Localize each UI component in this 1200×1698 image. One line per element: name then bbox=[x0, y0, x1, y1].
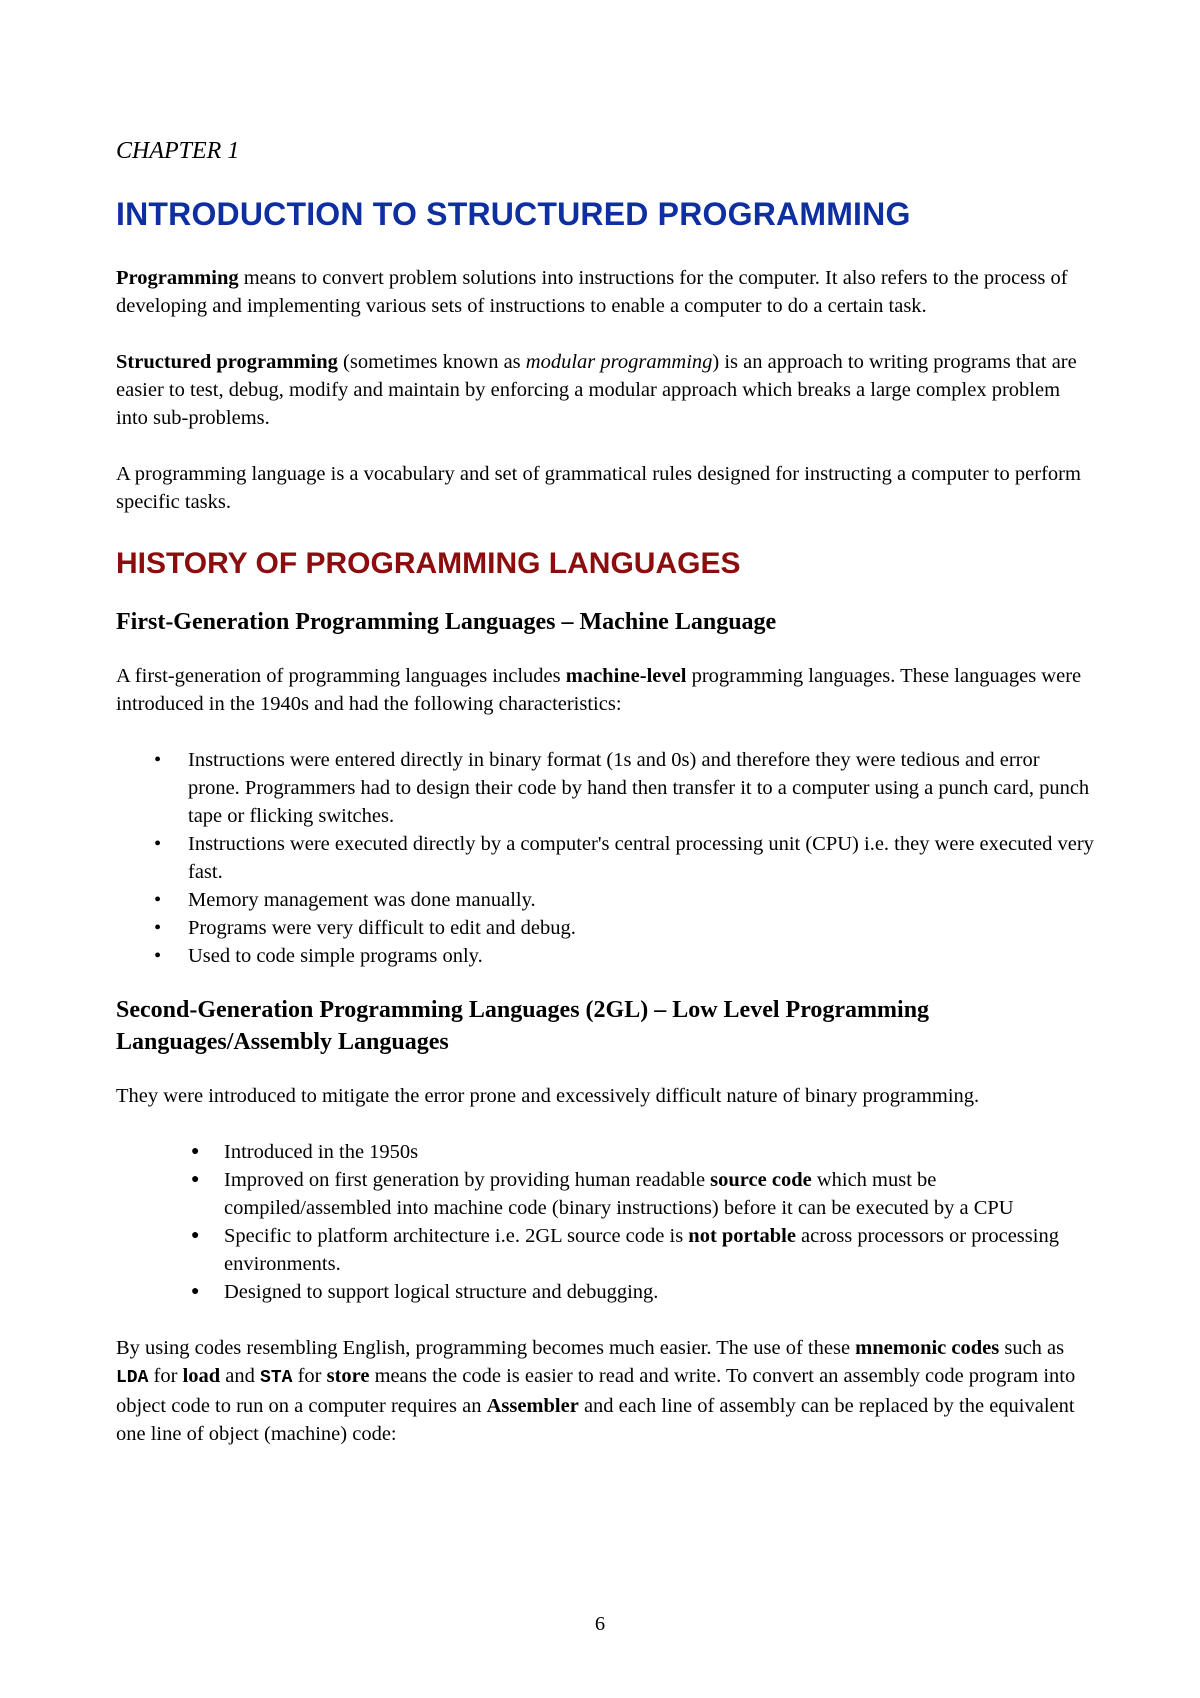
mnemonic-text-5: for bbox=[292, 1365, 327, 1387]
first-gen-paragraph bbox=[116, 662, 1096, 718]
mnemonic-text-3: for bbox=[148, 1365, 183, 1387]
mnemonic-text-1: By using codes resembling English, programming becomes much easier. The use of these bbox=[116, 1337, 856, 1359]
intro-p2-text-a: (sometimes known as bbox=[337, 351, 526, 373]
list-item bbox=[116, 1222, 1096, 1278]
list-item: • Instructions were entered directly in binary format (1s and 0s) and therefore they were tedious and error prone. Programmers had to design their code by hand then transfer it to a computer using a punch card, punch tape or flicking switches. bbox=[116, 746, 1096, 830]
term-programming: Programming bbox=[116, 267, 239, 289]
chapter-label: CHAPTER 1 bbox=[116, 138, 240, 164]
term-store: store bbox=[326, 1365, 370, 1387]
bullet3-text-a: Specific to platform architecture i.e. 2GL source code is bbox=[224, 1225, 689, 1247]
list-item: ● Introduced in the 1950s bbox=[116, 1138, 1096, 1166]
mnemonic-text-7: and each line of assembly can be replaced by the equivalent one line of object (machine) code: bbox=[116, 1395, 1075, 1445]
document-page bbox=[116, 136, 1096, 1448]
page-number: 6 bbox=[594, 1613, 606, 1635]
bullet2-text-b: which must be compiled/assembled into machine code (binary instructions) before it can be executed by a CPU bbox=[224, 1169, 1014, 1219]
history-heading: HISTORY OF PROGRAMMING LANGUAGES bbox=[116, 547, 741, 580]
list-item: • Used to code simple programs only. bbox=[116, 942, 1096, 970]
list-item: • Memory management was done manually. bbox=[116, 886, 1096, 914]
term-modular-programming: modular programming bbox=[525, 351, 713, 373]
bullet3-text-b: across processors or processing environments. bbox=[224, 1225, 1059, 1275]
list-item: • Instructions were executed directly by a computer's central processing unit (CPU) i.e. they were executed very fast. bbox=[116, 830, 1096, 886]
list-item: • Programs were very difficult to edit and debug. bbox=[116, 914, 1096, 942]
second-gen-intro: They were introduced to mitigate the error prone and excessively difficult nature of binary programming. bbox=[116, 1085, 980, 1107]
first-gen-text-a: A first-generation of programming languages includes bbox=[116, 665, 566, 687]
first-gen-text-b: programming languages. These languages were introduced in the 1940s and had the following characteristics: bbox=[116, 665, 1082, 715]
intro-p2-text-b: ) is an approach to writing programs that are easier to test, debug, modify and maintain by enforcing a modular approach which breaks a large complex problem into sub-problems. bbox=[116, 351, 1077, 429]
intro-paragraph-language: A programming language is a vocabulary and set of grammatical rules designed for instructing a computer to perform specific tasks. bbox=[116, 463, 1081, 513]
term-not-portable: not portable bbox=[688, 1225, 796, 1247]
list-item: ● Designed to support logical structure and debugging. bbox=[116, 1278, 1096, 1306]
intro-paragraph-programming bbox=[116, 264, 1096, 320]
mnemonic-text-2: such as bbox=[999, 1337, 1065, 1359]
term-load: load bbox=[182, 1365, 221, 1387]
term-source-code: source code bbox=[710, 1169, 812, 1191]
term-mnemonic-codes: mnemonic codes bbox=[855, 1337, 1000, 1359]
term-assembler: Assembler bbox=[486, 1395, 579, 1417]
page-title: INTRODUCTION TO STRUCTURED PROGRAMMING bbox=[116, 196, 911, 232]
bullet2-text-a: Improved on first generation by providing human readable bbox=[224, 1169, 711, 1191]
first-gen-bullet-list bbox=[116, 746, 1096, 970]
second-gen-heading: Second-Generation Programming Languages (2GL) – Low Level Programming Languages/Assembly Languages bbox=[116, 997, 930, 1055]
intro-paragraph-structured bbox=[116, 348, 1096, 432]
mnemonic-text-4: and bbox=[220, 1365, 261, 1387]
code-sta: STA bbox=[260, 1368, 293, 1388]
term-structured-programming: Structured programming bbox=[116, 351, 338, 373]
term-machine-level: machine-level bbox=[565, 665, 687, 687]
mnemonic-paragraph bbox=[116, 1334, 1096, 1448]
intro-p1-text: means to convert problem solutions into instructions for the computer. It also refers to the process of developing and implementing various sets of instructions to enable a computer to do a certain task. bbox=[116, 267, 1068, 317]
list-item bbox=[116, 1166, 1096, 1222]
code-lda: LDA bbox=[116, 1368, 149, 1388]
second-gen-bullet-list bbox=[116, 1138, 1096, 1306]
mnemonic-text-6: means the code is easier to read and write. To convert an assembly code program into object code to run on a computer requires an bbox=[116, 1365, 1076, 1417]
first-gen-heading: First-Generation Programming Languages – Machine Language bbox=[116, 609, 777, 635]
